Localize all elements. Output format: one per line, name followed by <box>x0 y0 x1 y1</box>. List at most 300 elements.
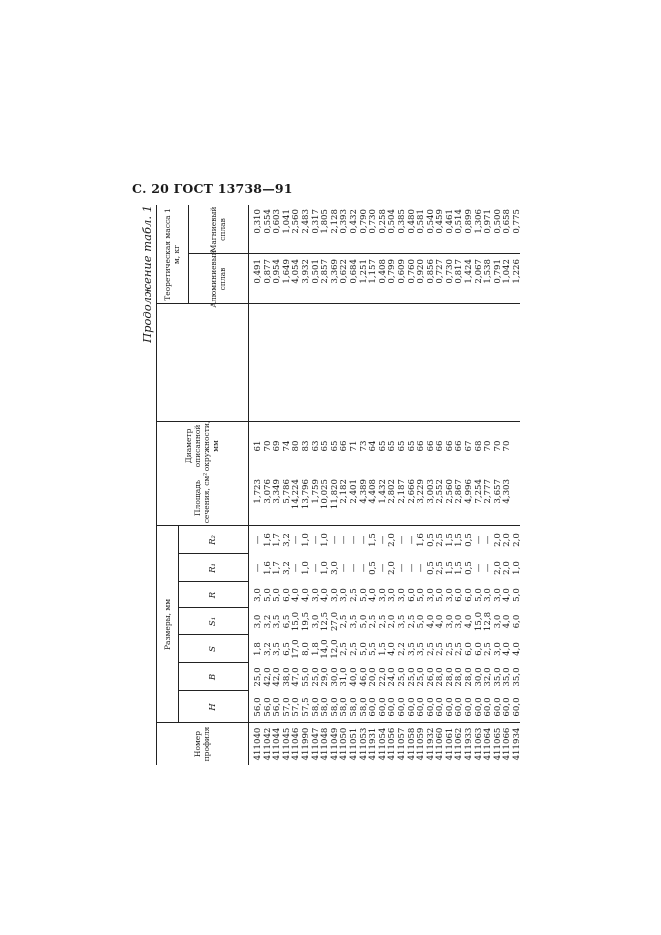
table-cell: 5,0 <box>358 642 369 656</box>
table-cell: 0,5 <box>464 561 475 575</box>
table-cell: 5,0 <box>473 588 484 602</box>
table-cell: 1,8 <box>310 642 321 656</box>
rotated-table-area <box>140 205 523 765</box>
table-cell: — <box>358 535 369 545</box>
table-cell: 0,727 <box>435 259 446 284</box>
table-cell: 0,877 <box>262 259 273 284</box>
column-s1 <box>254 609 523 634</box>
table-cell: 58,0 <box>348 697 359 717</box>
table-cell: 0,730 <box>368 209 379 234</box>
table-cell: 55,0 <box>300 667 311 687</box>
table-cell: 1,424 <box>464 259 475 284</box>
table-cell: — <box>406 563 417 573</box>
table-cell: 0,622 <box>339 259 350 284</box>
table-cell: 2,5 <box>454 642 465 656</box>
table-cell: 3,0 <box>444 588 455 602</box>
table-cell: 0,408 <box>377 259 388 284</box>
table-cell: 2,401 <box>348 479 359 504</box>
table-cell: 0,514 <box>454 209 465 234</box>
table-cell: — <box>291 535 302 545</box>
table-cell: 10,025 <box>320 479 331 510</box>
table-cell: 66 <box>454 440 465 452</box>
table-cell: 20,0 <box>368 667 379 687</box>
table-cell: 6,0 <box>281 588 292 602</box>
table-cell: 60,0 <box>483 697 494 717</box>
table-cell: 3,657 <box>492 479 503 504</box>
table-cell: 0,459 <box>435 209 446 234</box>
table-cell: 25,0 <box>416 667 427 687</box>
table-cell: 3,2 <box>281 533 292 547</box>
table-cell: 3,0 <box>483 588 494 602</box>
table-cell: 60,0 <box>387 697 398 717</box>
table-cell: — <box>377 563 388 573</box>
table-cell: 60,0 <box>368 697 379 717</box>
table-cell: 69 <box>272 440 283 452</box>
table-cell: 65 <box>406 440 417 452</box>
table-cell: 26,0 <box>425 667 436 687</box>
table-cell: 0,491 <box>253 259 263 284</box>
table-cell: 1,041 <box>281 209 292 234</box>
table-cell: 2,2 <box>396 642 407 656</box>
table-cell: 60,0 <box>396 697 407 717</box>
page-header: С. 20 ГОСТ 13738—91 <box>132 181 293 196</box>
header-diameter: Диаметр описанной окружности, мм <box>184 420 220 472</box>
table-cell: 0,760 <box>406 259 417 284</box>
column-s <box>254 636 523 662</box>
table-cell: 2,5 <box>406 614 417 629</box>
table-cell: 46,0 <box>358 667 369 687</box>
table-cell: 4,0 <box>368 588 379 602</box>
table-cell: 27,0 <box>329 611 340 632</box>
table-cell: 2,5 <box>435 561 446 575</box>
column-magnesium <box>254 209 523 253</box>
table-cell: 66 <box>435 440 446 452</box>
table-cell: 0,504 <box>387 209 398 234</box>
table-cell: 65 <box>377 440 388 452</box>
table-cell: — <box>339 535 350 545</box>
table-cell: 1,759 <box>310 479 321 504</box>
table-cell: 1,6 <box>416 533 427 547</box>
table-cell: 0,501 <box>310 259 321 284</box>
table-cell: 60,0 <box>512 697 523 717</box>
table-cell: 2,182 <box>339 479 350 504</box>
table-cell: — <box>339 563 350 573</box>
table-cell: 1,5 <box>368 533 379 547</box>
table-cell: 60,0 <box>406 697 417 717</box>
table-cell: 70 <box>502 440 513 452</box>
profiles-table <box>156 205 523 765</box>
table-cell: 17,0 <box>291 639 302 659</box>
table-cell: 2,0 <box>502 561 513 575</box>
table-cell: 0,480 <box>406 209 417 234</box>
table-cell: 14,224 <box>291 479 302 510</box>
table-cell: 2,857 <box>320 259 331 284</box>
table-cell: 3,2 <box>262 642 273 656</box>
table-cell: 411054 <box>377 727 388 761</box>
table-cell: 411047 <box>310 727 321 761</box>
table-cell: — <box>396 563 407 573</box>
table-cell: 6,5 <box>281 614 292 629</box>
header-h: H <box>207 703 218 711</box>
table-cell: 2,5 <box>483 642 494 656</box>
table-cell: 60,0 <box>454 697 465 717</box>
header-r2: R₂ <box>207 535 218 545</box>
header-r1: R₁ <box>207 563 218 573</box>
table-cell: 411061 <box>444 727 455 761</box>
table-cell: 3,0 <box>444 614 455 629</box>
table-cell: 61 <box>253 440 263 452</box>
table-cell: 5,0 <box>416 588 427 602</box>
table-cell: 66 <box>425 440 436 452</box>
table-cell: 4,0 <box>425 614 436 629</box>
table-cell: 4,0 <box>435 614 446 629</box>
table-cell: 3,2 <box>262 614 273 629</box>
table-cell: 2,0 <box>387 533 398 547</box>
table-cell: 5,0 <box>435 588 446 602</box>
table-cell: 411063 <box>473 727 484 761</box>
table-cell: 80 <box>291 440 302 452</box>
table-cell: 4,303 <box>502 479 513 504</box>
table-cell: 25,0 <box>253 667 263 687</box>
table-cell: 1,226 <box>512 259 523 284</box>
table-cell: 57,0 <box>281 697 292 717</box>
table-cell: 6,0 <box>464 588 475 602</box>
table-cell: 66 <box>339 440 350 452</box>
table-cell: 3,0 <box>310 588 321 602</box>
column-area <box>254 479 513 525</box>
table-cell: — <box>483 563 494 573</box>
table-cell: 411065 <box>492 727 503 761</box>
table-cell: 0,500 <box>492 209 503 234</box>
header-r: R <box>207 591 218 599</box>
table-cell: 3,5 <box>272 614 283 629</box>
table-cell: 3,369 <box>329 259 340 284</box>
table-cell: 0,799 <box>387 259 398 284</box>
table-cell: 1,0 <box>300 561 311 575</box>
table-cell: 3,0 <box>454 614 465 629</box>
table-cell: 5,0 <box>358 588 369 602</box>
table-cell: 56,0 <box>272 697 283 717</box>
table-cell: 411048 <box>320 727 331 761</box>
table-cell: 63 <box>310 440 321 452</box>
table-cell: 68 <box>473 440 484 452</box>
table-cell: 411060 <box>435 727 446 761</box>
table-cell: 58,0 <box>329 697 340 717</box>
table-cell: 3,0 <box>377 588 388 602</box>
table-cell: 0,920 <box>416 259 427 284</box>
table-cell: 70 <box>492 440 503 452</box>
table-cell: 0,310 <box>253 209 263 234</box>
table-cell: 5,0 <box>416 614 427 629</box>
header-dimensions-group: Размеры, мм <box>162 598 172 651</box>
table-cell: 1,6 <box>262 561 273 575</box>
table-cell: 38,0 <box>281 667 292 687</box>
table-cell: 2,5 <box>368 614 379 629</box>
table-cell: 3,0 <box>253 614 263 629</box>
table-cell: 0,971 <box>483 209 494 234</box>
table-cell: 60,0 <box>444 697 455 717</box>
table-cell: 3,0 <box>425 588 436 602</box>
table-cell: 2,5 <box>435 642 446 656</box>
table-cell: 1,805 <box>320 209 331 234</box>
table-cell: 411059 <box>416 727 427 761</box>
table-cell: 411042 <box>262 727 273 761</box>
table-cell: 2,0 <box>512 533 523 547</box>
table-cell: 35,0 <box>492 667 503 687</box>
table-cell: — <box>406 535 417 545</box>
table-cell: 3,932 <box>300 259 311 284</box>
column-r2 <box>254 527 523 553</box>
table-cell: 1,5 <box>444 561 455 575</box>
table-cell: 2,552 <box>435 479 446 504</box>
table-cell: 70 <box>483 440 494 452</box>
table-cell: 67 <box>464 440 475 452</box>
table-cell: — <box>291 563 302 573</box>
table-cell: 3,0 <box>492 614 503 629</box>
table-cell: 0,258 <box>377 209 388 234</box>
table-cell: 0,581 <box>416 209 427 234</box>
table-cell: 3,0 <box>253 588 263 602</box>
table-cell: 1,7 <box>272 561 283 575</box>
table-cell: 411040 <box>253 727 263 761</box>
table-cell: 2,128 <box>329 209 340 234</box>
table-cell: 56,0 <box>253 697 263 717</box>
table-cell: 7,254 <box>473 479 484 504</box>
table-cell: 3,229 <box>416 479 427 504</box>
table-cell: — <box>253 535 263 545</box>
table-cell: 411050 <box>339 727 350 761</box>
table-cell: 4,0 <box>502 614 513 629</box>
table-cell: 411046 <box>291 727 302 761</box>
table-cell: 3,0 <box>329 561 340 575</box>
table-cell: 65 <box>320 440 331 452</box>
table-cell: — <box>310 563 321 573</box>
table-cell: 6,0 <box>473 642 484 656</box>
table-cell: 22,0 <box>377 667 388 687</box>
table-cell: 2,5 <box>348 588 359 602</box>
table-cell: 2,5 <box>339 614 350 629</box>
table-cell: 0,432 <box>348 209 359 234</box>
table-cell: 2,560 <box>444 479 455 504</box>
table-cell: 1,723 <box>253 479 263 504</box>
table-cell: 30,0 <box>473 667 484 687</box>
table-cell: 2,0 <box>502 533 513 547</box>
table-cell: 74 <box>281 440 292 452</box>
table-cell: 2,5 <box>348 642 359 656</box>
table-cell: 4,0 <box>387 642 398 656</box>
table-cell: 2,5 <box>435 533 446 547</box>
table-cell: 4,0 <box>464 614 475 629</box>
table-cell: 6,0 <box>454 588 465 602</box>
table-cell: 1,8 <box>253 642 263 656</box>
table-title: Продолжение табл. 1 <box>140 205 154 343</box>
table-cell: 58,0 <box>339 697 350 717</box>
table-cell: 56,0 <box>262 697 273 717</box>
header-magnesium: Магниевый сплав <box>209 206 227 253</box>
table-cell: 0,393 <box>339 209 350 234</box>
table-cell: 1,7 <box>272 533 283 547</box>
table-cell: 42,0 <box>272 667 283 687</box>
table-cell: — <box>348 535 359 545</box>
table-cell: 2,187 <box>396 479 407 504</box>
table-cell: 6,0 <box>406 588 417 602</box>
table-cell: 411058 <box>406 727 417 761</box>
table-cell: 2,5 <box>444 642 455 656</box>
table-cell: 24,0 <box>387 667 398 687</box>
table-cell: 2,0 <box>387 614 398 629</box>
table-cell: 47,0 <box>291 667 302 687</box>
table-cell: 0,817 <box>454 259 465 284</box>
table-cell: — <box>253 563 263 573</box>
table-cell: 3,5 <box>416 642 427 656</box>
table-cell: 2,5 <box>425 642 436 656</box>
table-cell: 1,0 <box>512 561 523 575</box>
table-cell: 65 <box>329 440 340 452</box>
table-cell: 4,0 <box>320 588 331 602</box>
table-cell: 19,5 <box>300 611 311 632</box>
table-cell: 0,658 <box>502 209 513 234</box>
table-cell: 25,0 <box>406 667 417 687</box>
table-cell: — <box>310 535 321 545</box>
table-cell: 411062 <box>454 727 465 761</box>
table-cell: 1,649 <box>281 259 292 284</box>
header-s1: S₁ <box>207 616 218 627</box>
table-cell: 1,5 <box>454 533 465 547</box>
table-cell: 4,0 <box>512 642 523 656</box>
table-cell: 29,0 <box>320 667 331 687</box>
table-cell: 11,820 <box>329 479 340 510</box>
table-cell: 5,0 <box>262 588 273 602</box>
column-aluminum <box>254 259 523 303</box>
table-cell: — <box>377 535 388 545</box>
table-cell: 71 <box>348 440 359 452</box>
table-cell: 66 <box>416 440 427 452</box>
table-cell: 3,5 <box>348 614 359 629</box>
table-cell: 0,791 <box>492 259 503 284</box>
table-cell: 411990 <box>300 727 311 761</box>
table-cell: 8,0 <box>300 642 311 656</box>
table-cell: 60,0 <box>435 697 446 717</box>
table-cell: 65 <box>396 440 407 452</box>
table-cell: 411064 <box>483 727 494 761</box>
table-cell: 1,538 <box>483 259 494 284</box>
table-cell: — <box>329 535 340 545</box>
table-cell: 0,385 <box>396 209 407 234</box>
table-cell: 35,0 <box>502 667 513 687</box>
table-cell: 58,0 <box>310 697 321 717</box>
table-cell: 1,5 <box>454 561 465 575</box>
table-cell: 411056 <box>387 727 398 761</box>
table-cell: 1,432 <box>377 479 388 504</box>
table-cell: 1,6 <box>262 533 273 547</box>
table-cell: 15,0 <box>473 611 484 632</box>
table-cell: — <box>416 563 427 573</box>
table-cell: 2,777 <box>483 479 494 504</box>
column-b <box>254 664 523 690</box>
table-cell: 0,5 <box>464 533 475 547</box>
table-cell: 411053 <box>358 727 369 761</box>
header-s: S <box>207 646 218 652</box>
header-aluminum: Алюминиевый сплав <box>209 250 227 308</box>
table-cell: 3,349 <box>272 479 283 504</box>
table-cell: 3,5 <box>406 642 417 656</box>
table-cell: 2,0 <box>387 561 398 575</box>
table-cell: 0,554 <box>262 209 273 234</box>
table-cell: 1,306 <box>473 209 484 234</box>
table-cell: 4,054 <box>291 259 302 284</box>
table-cell: 0,5 <box>368 561 379 575</box>
table-cell: 28,0 <box>435 667 446 687</box>
table-cell: 12,5 <box>320 611 331 632</box>
table-cell: 57,5 <box>300 697 311 717</box>
table-cell: 5,0 <box>358 614 369 629</box>
table-cell: 411044 <box>272 727 283 761</box>
table-cell: 0,603 <box>272 209 283 234</box>
table-cell: 4,408 <box>368 479 379 504</box>
table-cell: 60,0 <box>464 697 475 717</box>
table-cell: 28,0 <box>444 667 455 687</box>
table-cell: 2,867 <box>454 479 465 504</box>
table-cell: 411933 <box>464 727 475 761</box>
table-cell: 5,5 <box>368 642 379 656</box>
table-cell: 60,0 <box>425 697 436 717</box>
table-cell: 0,684 <box>348 259 359 284</box>
table-cell: 4,996 <box>464 479 475 504</box>
table-cell: 60,0 <box>492 697 503 717</box>
table-cell: 12,0 <box>329 639 340 659</box>
table-cell: 1,251 <box>358 259 369 284</box>
table-cell: 3,0 <box>492 642 503 656</box>
table-cell: 0,730 <box>444 259 455 284</box>
table-cell: 1,0 <box>320 561 331 575</box>
table-cell: 15,0 <box>291 611 302 632</box>
table-cell: 13,796 <box>300 479 311 510</box>
table-cell: 60,0 <box>416 697 427 717</box>
table-cell: 411045 <box>281 727 292 761</box>
header-mass-group: Теоретическая масса 1 м, кг <box>163 208 181 301</box>
table-cell: 5,786 <box>281 479 292 504</box>
table-cell: 3,0 <box>396 588 407 602</box>
table-cell: 3,5 <box>396 614 407 629</box>
table-cell: 32,0 <box>483 667 494 687</box>
table-cell: 3,0 <box>339 588 350 602</box>
table-cell: 60,0 <box>377 697 388 717</box>
table-cell: 0,5 <box>425 533 436 547</box>
table-cell: 1,042 <box>502 259 513 284</box>
table-cell: 73 <box>358 440 369 452</box>
table-cell: 3,0 <box>387 588 398 602</box>
table-cell: 2,483 <box>300 209 311 234</box>
table-cell: 3,0 <box>310 614 321 629</box>
table-cell: 30,0 <box>329 667 340 687</box>
table-cell: 2,5 <box>339 642 350 656</box>
table-cell: 3,003 <box>425 479 436 504</box>
table-cell: 2,5 <box>377 614 388 629</box>
table-cell: 0,899 <box>464 209 475 234</box>
table-cell: 60,0 <box>502 697 513 717</box>
table-cell: 0,609 <box>396 259 407 284</box>
table-cell: 1,0 <box>300 533 311 547</box>
table-cell: 35,0 <box>512 667 523 687</box>
column-profile-number <box>254 724 523 764</box>
table-cell: 2,666 <box>406 479 417 504</box>
table-cell: 58,0 <box>320 697 331 717</box>
table-cell: 0,790 <box>358 209 369 234</box>
table-cell: 31,0 <box>339 667 350 687</box>
column-diameter <box>254 423 513 469</box>
table-cell: 28,0 <box>464 667 475 687</box>
table-cell: 4,0 <box>502 588 513 602</box>
